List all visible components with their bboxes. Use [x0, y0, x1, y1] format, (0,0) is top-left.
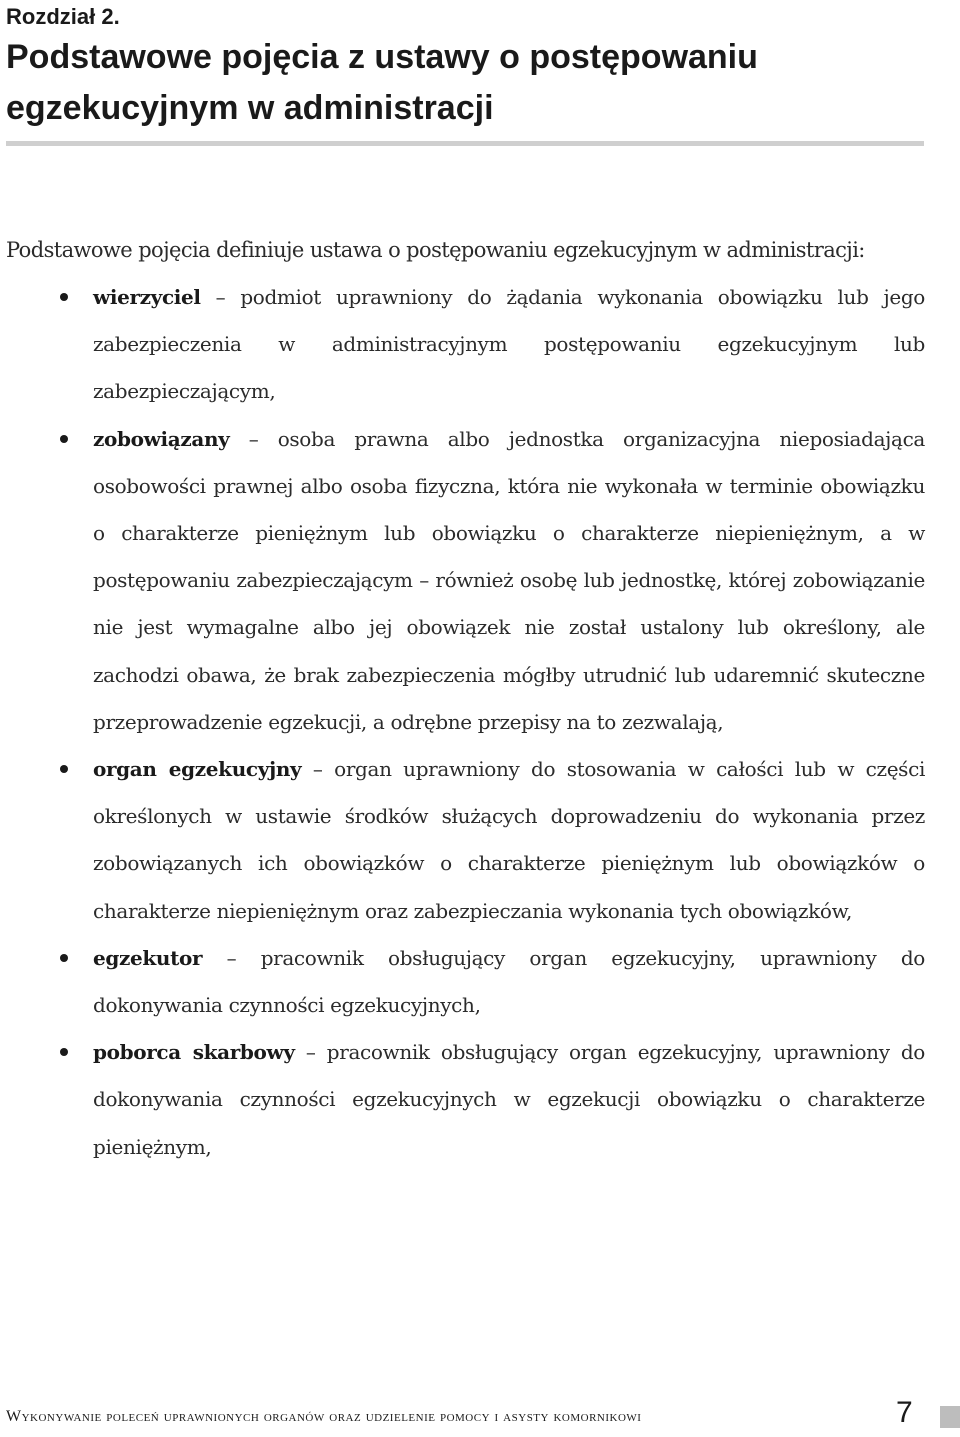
page-footer [0, 1398, 960, 1437]
page-title: Podstawowe pojęcia z ustawy o postępowaniu egzekucyjnym w administracji [6, 38, 758, 127]
list-item [93, 274, 925, 416]
title-divider [6, 141, 924, 146]
list-item [93, 746, 925, 935]
list-item [93, 935, 925, 1029]
bullet-icon [60, 765, 68, 773]
definition-text: – organ uprawniony do stosowania w całości lub w części określonych w ustawie środków służących doprowadzeniu do wykonania przez zobowiązanych ich obowiązków o charakterze pieniężnym lub obowiązków o charakterze niepieniężnym oraz zabezpieczania wykonania tych obowiązków, [93, 757, 925, 923]
intro-paragraph: Podstawowe pojęcia definiuje ustawa o postępowaniu egzekucyjnym w administracji: [6, 238, 865, 262]
definition-term: zobowiązany [93, 426, 230, 451]
definition-text: – podmiot uprawniony do żądania wykonania obowiązku lub jego zabezpieczenia w administracyjnym postępowaniu egzekucyjnym lub zabezpieczającym, [93, 285, 925, 404]
bullet-icon [60, 1048, 68, 1056]
page-number: 7 [896, 1396, 913, 1429]
definition-term: poborca skarbowy [93, 1040, 295, 1065]
bullet-icon [60, 954, 68, 962]
chapter-label: Rozdział 2. [6, 4, 120, 29]
definition-text: – pracownik obsługujący organ egzekucyjny, uprawniony do dokonywania czynności egzekucyjnych w egzekucji obowiązku o charakterze pieniężnym, [93, 1040, 926, 1159]
definition-text: – pracownik obsługujący organ egzekucyjny, uprawniony do dokonywania czynności egzekucyjnych, [93, 945, 925, 1018]
definition-term: wierzyciel [93, 285, 201, 309]
footer-title: Wykonywanie poleceń uprawnionych organów oraz udzielenie pomocy i asysty komornikowi [6, 1408, 642, 1425]
bullet-icon [60, 435, 68, 443]
definition-list [93, 274, 925, 1171]
definition-text: – osoba prawna albo jednostka organizacyjna nieposiadająca osobowości prawnej albo osoba fizyczna, która nie wykonała w terminie obowiązku o charakterze pieniężnym lub obowiązku o charakterze niepieniężnym, a w postępowaniu zabezpieczającym – również osobę lub jednostkę, której zobowiązanie nie jest wymagalne albo jej obowiązek nie został ustalony lub określony, ale zachodzi obawa, że brak zabezpieczenia mógłby utrudnić lub udaremnić skuteczne przeprowadzenie egzekucji, a odrębne przepisy na to zezwalają, [93, 426, 925, 734]
definition-term: egzekutor [93, 945, 203, 970]
list-item [93, 416, 925, 746]
bullet-icon [60, 293, 68, 301]
definition-term: organ egzekucyjny [93, 757, 302, 782]
corner-marker [940, 1406, 960, 1428]
list-item [93, 1029, 925, 1171]
